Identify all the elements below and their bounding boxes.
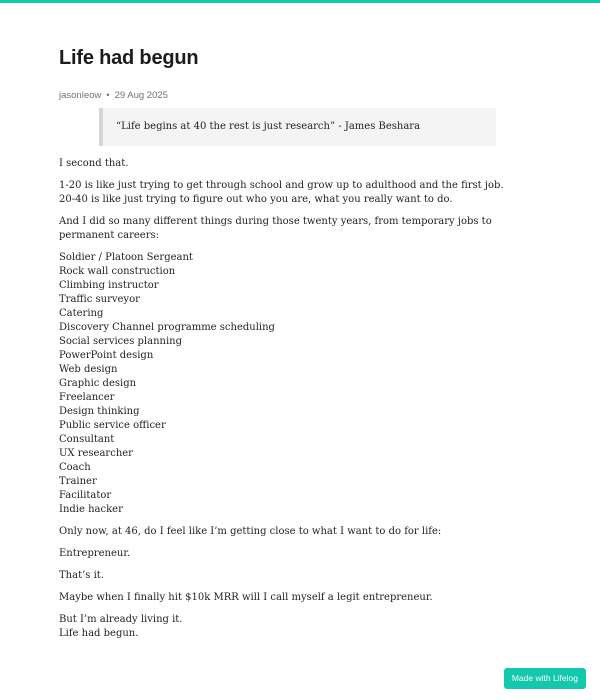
paragraph-line: But I’m already living it. bbox=[59, 614, 183, 625]
article-body bbox=[59, 157, 536, 641]
paragraph: And I did so many different things during those twenty years, from temporary jobs to permanent careers: bbox=[59, 216, 492, 241]
job-item: Climbing instructor bbox=[59, 280, 159, 291]
paragraph bbox=[59, 613, 536, 641]
job-item: PowerPoint design bbox=[59, 350, 154, 361]
job-item: Catering bbox=[59, 308, 104, 319]
job-item: Coach bbox=[59, 462, 91, 473]
job-item: UX researcher bbox=[59, 448, 133, 459]
job-item: Public service officer bbox=[59, 420, 166, 431]
paragraph: I second that. bbox=[59, 158, 129, 169]
page-title: Life had begun bbox=[59, 47, 199, 69]
job-item: Web design bbox=[59, 364, 118, 375]
paragraph-line: 1-20 is like just trying to get through school and grow up to adulthood and the first job. bbox=[59, 180, 504, 191]
quote-block: “Life begins at 40 the rest is just research” - James Beshara bbox=[99, 108, 496, 146]
paragraph: Only now, at 46, do I feel like I’m getting close to what I want to do for life: bbox=[59, 526, 442, 537]
job-item: Indie hacker bbox=[59, 504, 123, 515]
job-item: Graphic design bbox=[59, 378, 137, 389]
jobs-list bbox=[59, 251, 536, 517]
job-item: Traffic surveyor bbox=[59, 294, 140, 305]
post-date: 29 Aug 2025 bbox=[114, 90, 168, 101]
job-item: Soldier / Platoon Sergeant bbox=[59, 252, 193, 263]
top-accent-bar bbox=[0, 0, 600, 3]
article bbox=[59, 44, 536, 649]
job-item: Freelancer bbox=[59, 392, 115, 403]
job-item: Design thinking bbox=[59, 406, 140, 417]
job-item: Social services planning bbox=[59, 336, 182, 347]
paragraph-line: Life had begun. bbox=[59, 628, 139, 639]
meta-separator: • bbox=[106, 90, 110, 101]
author-name[interactable]: jasonleow bbox=[59, 90, 102, 101]
job-item: Facilitator bbox=[59, 490, 112, 501]
paragraph-line: 20-40 is like just trying to figure out who you are, what you really want to do. bbox=[59, 194, 453, 205]
paragraph: That’s it. bbox=[59, 570, 104, 581]
job-item: Discovery Channel programme scheduling bbox=[59, 322, 275, 333]
paragraph: Entrepreneur. bbox=[59, 548, 131, 559]
paragraph bbox=[59, 179, 536, 207]
paragraph: Maybe when I finally hit $10k MRR will I call myself a legit entrepreneur. bbox=[59, 592, 433, 603]
job-item: Rock wall construction bbox=[59, 266, 176, 277]
job-item: Trainer bbox=[59, 476, 97, 487]
job-item: Consultant bbox=[59, 434, 115, 445]
post-meta bbox=[59, 90, 536, 102]
made-with-lifelog-button[interactable]: Made with Lifelog bbox=[504, 668, 586, 689]
